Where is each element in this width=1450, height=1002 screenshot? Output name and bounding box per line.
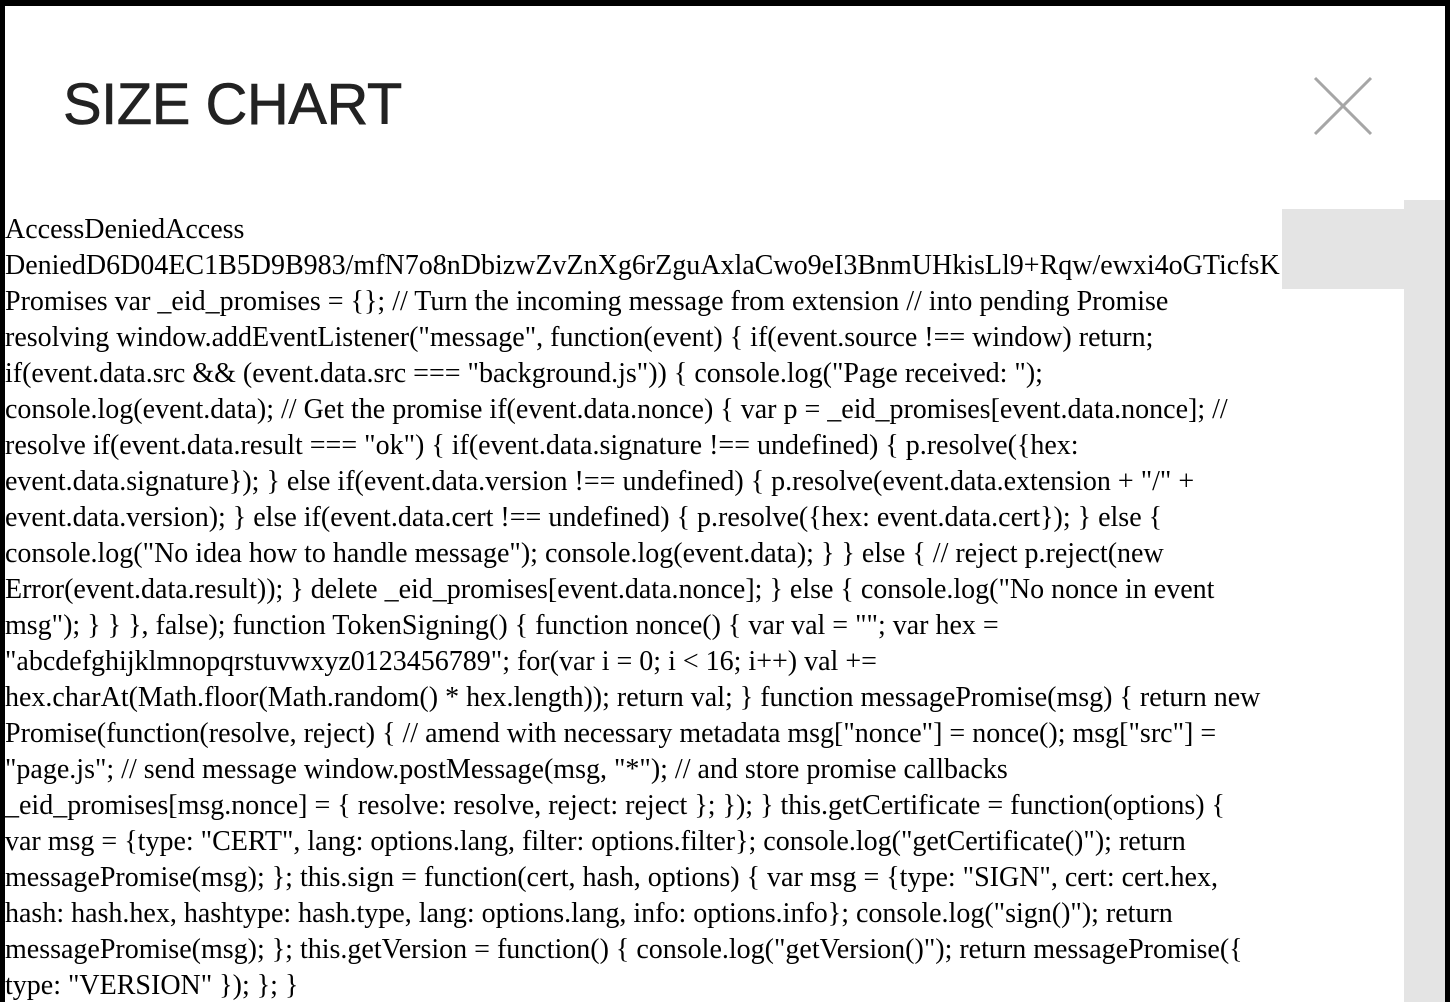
text-line: messagePromise(msg); }; this.sign = function(cert, hash, options) { var msg = {type: "SIGN", cert: cert.hex,	[5, 862, 1218, 893]
close-icon	[1311, 74, 1375, 138]
text-line: resolving window.addEventListener("message", function(event) { if(event.source !== window) return;	[5, 322, 1154, 353]
text-line: event.data.signature}); } else if(event.data.version !== undefined) { p.resolve(event.data.extension + "/" +	[5, 466, 1195, 497]
size-chart-modal	[5, 6, 1445, 1002]
text-line: resolve if(event.data.result === "ok") { if(event.data.signature !== undefined) { p.resolve({hex:	[5, 430, 1079, 461]
text-line: msg"); } } }, false); function TokenSigning() { function nonce() { var val = ""; var hex =	[5, 610, 999, 641]
text-line: _eid_promises[msg.nonce] = { resolve: resolve, reject: reject }; }); } this.getCertificate = function(options) {	[5, 790, 1225, 821]
text-line: Error(event.data.result)); } delete _eid_promises[event.data.nonce]; } else { console.log("No nonce in event	[5, 574, 1215, 605]
text-line: messagePromise(msg); }; this.getVersion = function() { console.log("getVersion()"); return messagePromise({	[5, 934, 1243, 965]
text-line: Promises var _eid_promises = {}; // Turn the incoming message from extension // into pending Promise	[5, 286, 1169, 317]
text-line: hash: hash.hex, hashtype: hash.type, lang: options.lang, info: options.info}; console.log("sign()"); return	[5, 898, 1173, 929]
text-line: hex.charAt(Math.floor(Math.random() * hex.length)); return val; } function messagePromise(msg) { return new	[5, 682, 1261, 713]
text-line: "abcdefghijklmnopqrstuvwxyz0123456789"; for(var i = 0; i < 16; i++) val +=	[5, 646, 877, 677]
text-line: Promise(function(resolve, reject) { // amend with necessary metadata msg["nonce"] = nonce(); msg["src"] =	[5, 718, 1217, 749]
text-line: var msg = {type: "CERT", lang: options.lang, filter: options.filter}; console.log("getCertificate()"); return	[5, 826, 1186, 857]
text-line: AccessDeniedAccess	[5, 214, 245, 245]
text-line: DeniedD6D04EC1B5D9B983/mfN7o8nDbizwZvZnXg6rZguAxlaCwo9eI3BnmUHkisLl9+Rqw/ewxi4oGTicfsK	[5, 250, 1280, 281]
text-line: event.data.version); } else if(event.data.cert !== undefined) { p.resolve({hex: event.data.cert}); } else {	[5, 502, 1163, 533]
close-button[interactable]	[1311, 74, 1375, 138]
modal-title: SIZE CHART	[63, 72, 402, 137]
text-line: if(event.data.src && (event.data.src === "background.js")) { console.log("Page received: ");	[5, 358, 1043, 389]
modal-body-text	[5, 212, 1443, 1002]
text-line: "page.js"; // send message window.postMessage(msg, "*"); // and store promise callbacks	[5, 754, 1008, 785]
text-line: type: "VERSION" }); }; }	[5, 970, 299, 1001]
text-line: console.log("No idea how to handle message"); console.log(event.data); } } else { // reject p.reject(new	[5, 538, 1164, 569]
text-line: console.log(event.data); // Get the promise if(event.data.nonce) { var p = _eid_promises[event.data.nonce]; //	[5, 394, 1228, 425]
